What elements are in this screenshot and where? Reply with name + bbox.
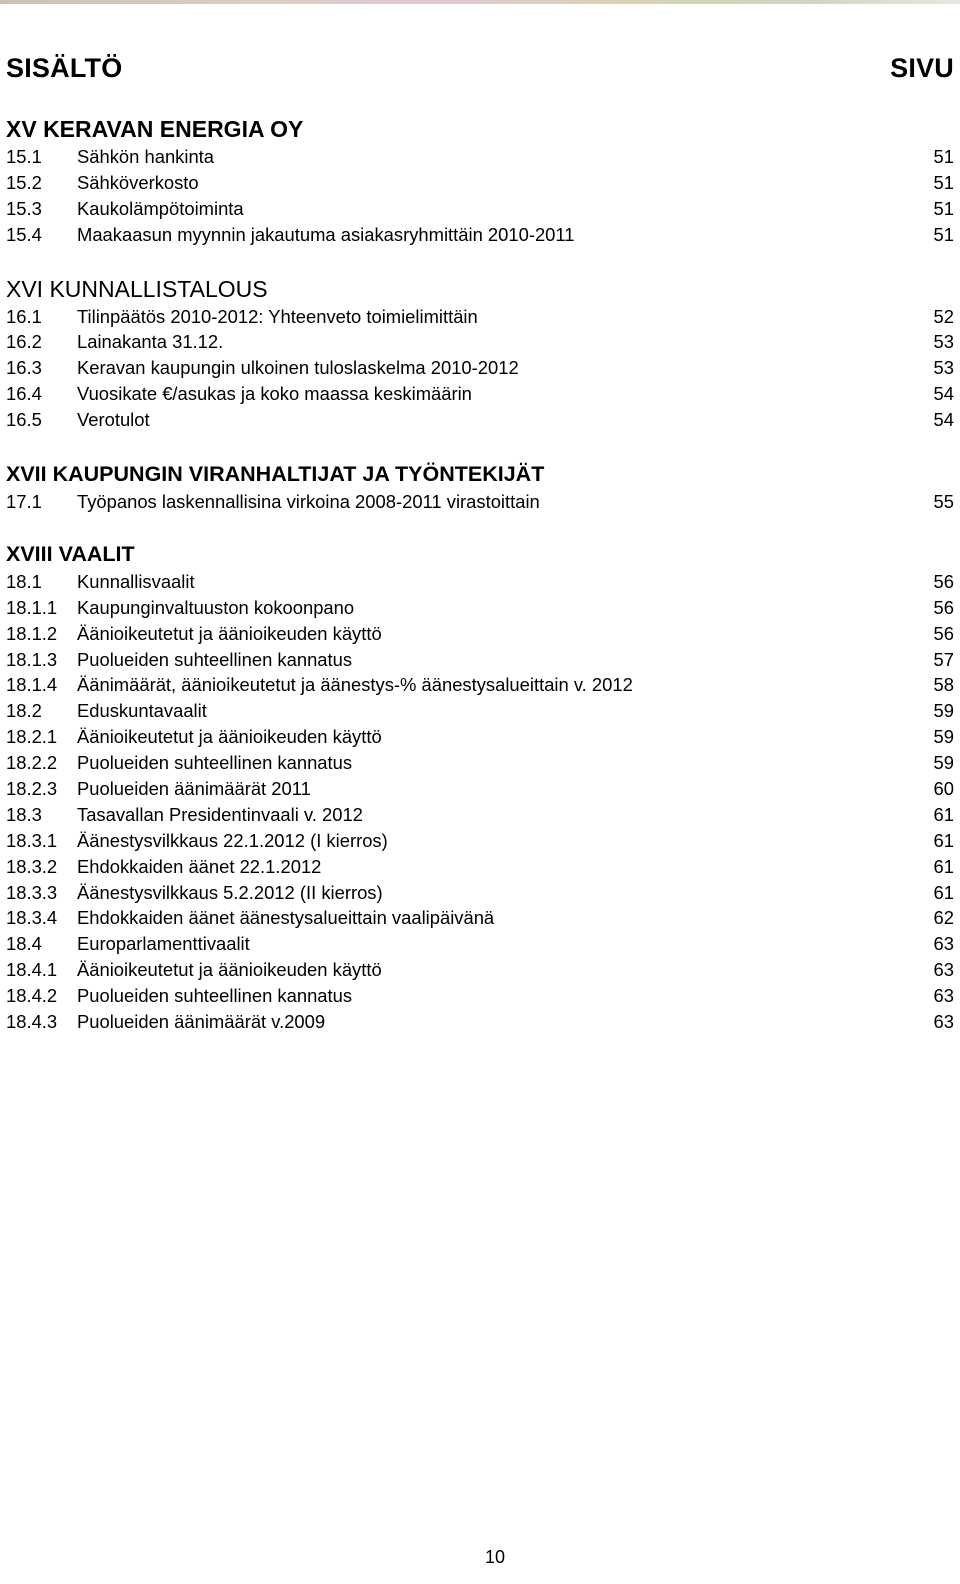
entry-title: Vuosikate €/asukas ja koko maassa keskimäärin <box>77 383 472 405</box>
entry-title: Puolueiden äänimäärät v.2009 <box>77 1011 326 1033</box>
entry-title: Äänimäärät, äänioikeutetut ja äänestys-% äänestysalueittain v. 2012 <box>77 674 633 696</box>
entry-page: 62 <box>933 907 954 929</box>
entry-title: Puolueiden suhteellinen kannatus <box>77 648 353 670</box>
section-title: XVIII VAALIT <box>6 541 135 566</box>
entry-page: 58 <box>933 674 954 696</box>
entry-page: 51 <box>933 171 954 193</box>
entry-page: 56 <box>933 570 954 592</box>
toc-entry[interactable] <box>6 355 954 381</box>
entry-number: 18.4.3 <box>6 1011 58 1033</box>
toc-entry[interactable] <box>6 407 954 433</box>
section-title: XV KERAVAN ENERGIA OY <box>6 116 304 142</box>
entry-page: 51 <box>933 146 954 167</box>
toc-entry[interactable] <box>6 595 954 621</box>
entry-title: Sähköverkosto <box>77 171 199 193</box>
toc-entry[interactable] <box>6 698 954 724</box>
entry-number: 18.2.1 <box>6 726 58 748</box>
entry-page: 60 <box>933 778 954 800</box>
entry-page: 61 <box>933 829 954 851</box>
entry-title: Europarlamenttivaalit <box>77 933 250 955</box>
toc-entry[interactable] <box>6 828 954 854</box>
entry-page: 61 <box>933 803 954 825</box>
entry-number: 18.1.4 <box>6 674 58 696</box>
entry-number: 18.3.4 <box>6 907 58 929</box>
entry-page: 59 <box>933 700 954 722</box>
toc-entry[interactable] <box>6 931 954 957</box>
entry-title: Eduskuntavaalit <box>77 700 207 722</box>
entry-number: 18.2.2 <box>6 752 58 774</box>
toc-entry[interactable] <box>6 957 954 983</box>
toc-entry[interactable] <box>6 724 954 750</box>
toc-entry[interactable] <box>6 621 954 647</box>
entry-title: Tilinpäätös 2010-2012: Yhteenveto toimielimittäin <box>77 305 478 327</box>
entry-number: 16.1 <box>6 305 42 327</box>
entry-number: 18.1.3 <box>6 648 58 670</box>
entry-title: Kaukolämpötoiminta <box>77 197 244 219</box>
toc-entry[interactable] <box>6 170 954 196</box>
toc-entry[interactable] <box>6 222 954 248</box>
entry-number: 18.4 <box>6 933 42 955</box>
entry-number: 16.5 <box>6 409 42 431</box>
entry-number: 15.1 <box>6 146 42 167</box>
entry-title: Työpanos laskennallisina virkoina 2008-2011 virastoittain <box>77 491 540 513</box>
toc-entry[interactable] <box>6 569 954 595</box>
section-title: XVII KAUPUNGIN VIRANHALTIJAT JA TYÖNTEKIJÄT <box>6 462 545 487</box>
page-number: 10 <box>484 1547 506 1567</box>
spacer <box>6 515 954 539</box>
entry-page: 59 <box>933 752 954 774</box>
entry-page: 61 <box>933 881 954 903</box>
entry-page: 57 <box>933 648 954 670</box>
toc-entry[interactable] <box>6 144 954 170</box>
entry-page: 51 <box>933 197 954 219</box>
entry-number: 18.1.2 <box>6 622 58 644</box>
entry-title: Puolueiden suhteellinen kannatus <box>77 752 353 774</box>
entry-number: 15.3 <box>6 197 42 219</box>
entry-number: 16.3 <box>6 357 42 379</box>
entry-title: Äänioikeutetut ja äänioikeuden käyttö <box>77 622 382 644</box>
entry-title: Maakaasun myynnin jakautuma asiakasryhmittäin 2010-2011 <box>77 223 575 245</box>
entry-title: Äänioikeutetut ja äänioikeuden käyttö <box>77 959 382 981</box>
spacer <box>6 433 954 459</box>
entry-page: 63 <box>933 985 954 1007</box>
table-of-contents <box>6 114 954 1035</box>
toc-entry[interactable] <box>6 304 954 330</box>
entry-number: 18.3.2 <box>6 855 58 877</box>
entry-number: 15.2 <box>6 171 42 193</box>
entry-title: Äänioikeutetut ja äänioikeuden käyttö <box>77 726 382 748</box>
entry-title: Kaupunginvaltuuston kokoonpano <box>77 596 355 618</box>
entry-number: 18.4.2 <box>6 985 58 1007</box>
entry-title: Kunnallisvaalit <box>77 570 195 592</box>
entry-title: Puolueiden äänimäärät 2011 <box>77 778 311 800</box>
section-title: XVI KUNNALLISTALOUS <box>6 275 268 302</box>
entry-number: 18.2 <box>6 700 42 722</box>
entry-title: Keravan kaupungin ulkoinen tuloslaskelma 2010-2012 <box>77 357 519 379</box>
entry-number: 18.2.3 <box>6 778 58 800</box>
entry-page: 63 <box>933 933 954 955</box>
entry-page: 54 <box>933 383 954 405</box>
entry-page: 51 <box>933 223 954 245</box>
page-column-heading: SIVU <box>890 53 954 83</box>
entry-number: 18.3.1 <box>6 829 58 851</box>
toc-entry[interactable] <box>6 905 954 931</box>
entry-title: Verotulot <box>77 409 150 431</box>
top-decorative-bar <box>0 0 960 4</box>
entry-title: Sähkön hankinta <box>77 146 215 167</box>
contents-heading: SISÄLTÖ <box>6 53 123 83</box>
toc-entry[interactable] <box>6 750 954 776</box>
entry-page: 55 <box>933 491 954 513</box>
entry-title: Äänestysvilkkaus 22.1.2012 (I kierros) <box>77 829 388 851</box>
entry-page: 52 <box>933 305 954 327</box>
entry-page: 63 <box>933 959 954 981</box>
toc-entry[interactable] <box>6 329 954 355</box>
entry-number: 18.1.1 <box>6 596 58 618</box>
entry-title: Ehdokkaiden äänet äänestysalueittain vaalipäivänä <box>77 907 495 929</box>
entry-title: Äänestysvilkkaus 5.2.2012 (II kierros) <box>77 881 383 903</box>
entry-number: 18.4.1 <box>6 959 58 981</box>
entry-page: 59 <box>933 726 954 748</box>
entry-page: 54 <box>933 409 954 431</box>
entry-page: 63 <box>933 1011 954 1033</box>
entry-title: Ehdokkaiden äänet 22.1.2012 <box>77 855 322 877</box>
entry-title: Lainakanta 31.12. <box>77 331 224 353</box>
entry-page: 61 <box>933 855 954 877</box>
entry-page: 56 <box>933 622 954 644</box>
entry-number: 15.4 <box>6 223 42 245</box>
entry-number: 18.1 <box>6 570 42 592</box>
entry-page: 56 <box>933 596 954 618</box>
toc-entry[interactable] <box>6 1009 954 1035</box>
toc-entry[interactable] <box>6 854 954 880</box>
toc-entry[interactable] <box>6 880 954 906</box>
toc-entry[interactable] <box>6 196 954 222</box>
toc-entry[interactable] <box>6 776 954 802</box>
entry-number: 18.3 <box>6 803 42 825</box>
spacer <box>6 248 954 274</box>
toc-entry[interactable] <box>6 802 954 828</box>
toc-entry[interactable] <box>6 381 954 407</box>
entry-page: 53 <box>933 357 954 379</box>
entry-number: 16.2 <box>6 331 42 353</box>
toc-entry[interactable] <box>6 489 954 515</box>
entry-title: Tasavallan Presidentinvaali v. 2012 <box>77 803 363 825</box>
entry-number: 17.1 <box>6 491 42 513</box>
toc-entry[interactable] <box>6 672 954 698</box>
entry-number: 18.3.3 <box>6 881 58 903</box>
toc-entry[interactable] <box>6 983 954 1009</box>
entry-number: 16.4 <box>6 383 42 405</box>
entry-title: Puolueiden suhteellinen kannatus <box>77 985 353 1007</box>
toc-entry[interactable] <box>6 647 954 673</box>
entry-page: 53 <box>933 331 954 353</box>
